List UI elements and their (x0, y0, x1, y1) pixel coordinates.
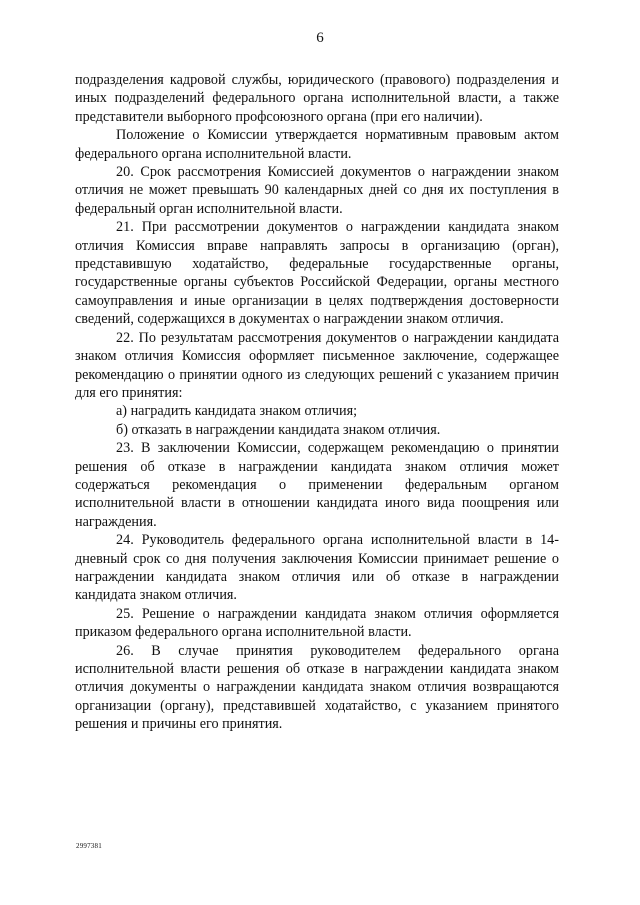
paragraph-21: 21. При рассмотрении документов о награждении кандидата знаком отличия Комиссия вправе направлять запросы в организацию (орган), представившую ходатайство, федеральные государственные органы, государственные органы субъектов Российской Федерации, органы местного самоуправления и иные организации в целях подтверждения достоверности сведений, содержащихся в документах о награждении знаком отличия. (75, 219, 559, 328)
document-code: 2997381 (76, 842, 102, 850)
paragraph-23: 23. В заключении Комиссии, содержащем рекомендацию о принятии решения об отказе в награждении кандидата знаком отличия может содержаться рекомендация о применении федеральным органом исполнительной власти в отношении кандидата иного вида поощрения или награждения. (75, 440, 559, 530)
page-number: 6 (316, 30, 324, 46)
paragraph-continuation: подразделения кадровой службы, юридического (правового) подразделения и иных подразделений федерального органа исполнительной власти, а также представители выборного профсоюзного органа (при его наличии). (75, 72, 559, 125)
paragraph-commission-regulation: Положение о Комиссии утверждается нормативным правовым актом федерального органа исполнительной власти. (75, 127, 559, 162)
paragraph-22: 22. По результатам рассмотрения документов о награждении кандидата знаком отличия Комиссия оформляет письменное заключение, содержащее рекомендацию о принятии одного из следующих решений с указанием причин для его принятия: (75, 329, 559, 401)
document-body (75, 71, 559, 734)
paragraph-20: 20. Срок рассмотрения Комиссией документов о награждении знаком отличия не может превышать 90 календарных дней со дня их поступления в федеральный орган исполнительной власти. (75, 164, 559, 217)
paragraph-26: 26. В случае принятия руководителем федерального органа исполнительной власти решения об отказе в награждении кандидата знаком отличия документы о награждении кандидата знаком отличия возвращаются организации (органу), представившей ходатайство, с указанием принятого решения и причины его принятия. (75, 642, 559, 733)
paragraph-24: 24. Руководитель федерального органа исполнительной власти в 14-дневный срок со дня получения заключения Комиссии принимает решение о награждении кандидата знаком отличия или об отказе в награждении кандидата знаком отличия. (75, 532, 559, 604)
list-item-b: б) отказать в награждении кандидата знаком отличия. (116, 421, 441, 438)
paragraph-25: 25. Решение о награждении кандидата знаком отличия оформляется приказом федерального органа исполнительной власти. (75, 605, 559, 641)
list-item-a: а) наградить кандидата знаком отличия; (116, 403, 358, 420)
